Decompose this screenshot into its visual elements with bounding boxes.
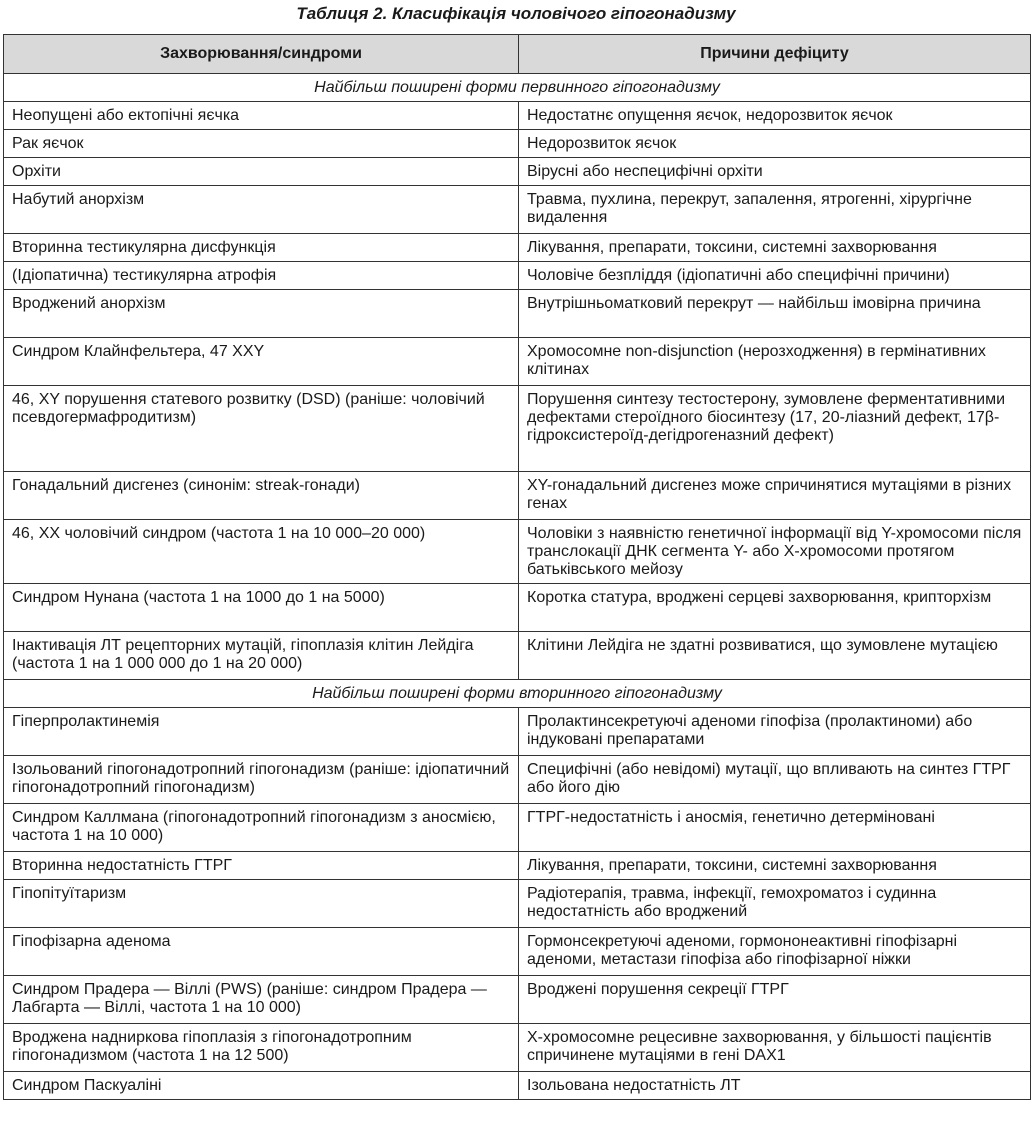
disease-cell: (Ідіопатична) тестикулярна атрофія — [4, 262, 519, 290]
section-title: Найбільш поширені форми первинного гіпогонадизму — [4, 74, 1031, 102]
disease-cell: Синдром Нунана (частота 1 на 1000 до 1 на 5000) — [4, 584, 519, 632]
disease-cell: Синдром Каллмана (гіпогонадотропний гіпогонадизм з аносмією, частота 1 на 10 000) — [4, 804, 519, 852]
disease-cell: Набутий анорхізм — [4, 186, 519, 234]
table-row — [4, 928, 1031, 976]
section-row-secondary — [4, 680, 1031, 708]
header-causes: Причини дефіциту — [519, 35, 1031, 74]
cause-cell: Хромосомне non-disjunction (нерозходження) в гермінативних клітинах — [519, 338, 1031, 386]
cause-cell: Пролактинсекретуючі аденоми гіпофіза (пролактиноми) або індуковані препаратами — [519, 708, 1031, 756]
table-row — [4, 584, 1031, 632]
disease-cell: Синдром Клайнфельтера, 47 XXY — [4, 338, 519, 386]
cause-cell: Лікування, препарати, токсини, системні захворювання — [519, 234, 1031, 262]
disease-cell: Орхіти — [4, 158, 519, 186]
disease-cell: Вроджений анорхізм — [4, 290, 519, 338]
disease-cell: Інактивація ЛТ рецепторних мутацій, гіпоплазія клітин Лейдіга (частота 1 на 1 000 000 до 1 на 20 000) — [4, 632, 519, 680]
cause-cell: Внутрішньоматковий перекрут — найбільш імовірна причина — [519, 290, 1031, 338]
table-row — [4, 130, 1031, 158]
cause-cell: Недостатнє опущення яєчок, недорозвиток яєчок — [519, 102, 1031, 130]
disease-cell: Вторинна недостатність ГТРГ — [4, 852, 519, 880]
disease-cell: Гіпопітуїтаризм — [4, 880, 519, 928]
cause-cell: Травма, пухлина, перекрут, запалення, ятрогенні, хірургічне видалення — [519, 186, 1031, 234]
cause-cell: Коротка статура, вроджені серцеві захворювання, крипторхізм — [519, 584, 1031, 632]
table-row — [4, 632, 1031, 680]
disease-cell: Синдром Паскуаліні — [4, 1072, 519, 1100]
disease-cell: Гіперпролактинемія — [4, 708, 519, 756]
table-caption: Таблиця 2. Класифікація чоловічого гіпогонадизму — [296, 4, 736, 23]
table-row — [4, 262, 1031, 290]
table-row — [4, 158, 1031, 186]
table-body — [4, 74, 1031, 1100]
disease-cell: Ізольований гіпогонадотропний гіпогонадизм (раніше: ідіопатичний гіпогонадотропний гіпогонадизм) — [4, 756, 519, 804]
table-row — [4, 234, 1031, 262]
table-row — [4, 472, 1031, 520]
disease-cell: Гонадальний дисгенез (синонім: streak-гонади) — [4, 472, 519, 520]
cause-cell: Ізольована недостатність ЛТ — [519, 1072, 1031, 1100]
disease-cell: Синдром Прадера — Віллі (PWS) (раніше: синдром Прадера — Лабгарта — Віллі, частота 1 на 10 000) — [4, 976, 519, 1024]
table-row — [4, 1024, 1031, 1072]
cause-cell: Гормонсекретуючі аденоми, гормононеактивні гіпофізарні аденоми, метастази гіпофіза або гіпофізарної ніжки — [519, 928, 1031, 976]
table-row — [4, 338, 1031, 386]
table-row — [4, 852, 1031, 880]
table-row — [4, 1072, 1031, 1100]
cause-cell: Х-хромосомне рецесивне захворювання, у більшості пацієнтів спричинене мутаціями в гені DAX1 — [519, 1024, 1031, 1072]
classification-table — [3, 34, 1031, 1100]
table-row — [4, 976, 1031, 1024]
cause-cell: Вірусні або неспецифічні орхіти — [519, 158, 1031, 186]
cause-cell: Чоловіки з наявністю генетичної інформації від Y-хромосоми після транслокації ДНК сегмента Y- або Х-хромосоми протягом батьківського мейозу — [519, 520, 1031, 584]
cause-cell: Клітини Лейдіга не здатні розвиватися, що зумовлене мутацією — [519, 632, 1031, 680]
cause-cell: ГТРГ-недостатність і аносмія, генетично детерміновані — [519, 804, 1031, 852]
disease-cell: Неопущені або ектопічні яєчка — [4, 102, 519, 130]
disease-cell: 46, XY порушення статевого розвитку (DSD) (раніше: чоловічий псевдогермафродитизм) — [4, 386, 519, 472]
section-row-primary — [4, 74, 1031, 102]
disease-cell: Вторинна тестикулярна дисфункція — [4, 234, 519, 262]
cause-cell: Вроджені порушення секреції ГТРГ — [519, 976, 1031, 1024]
table-row — [4, 102, 1031, 130]
table-row — [4, 708, 1031, 756]
disease-cell: 46, XX чоловічий синдром (частота 1 на 10 000–20 000) — [4, 520, 519, 584]
cause-cell: Лікування, препарати, токсини, системні захворювання — [519, 852, 1031, 880]
table-row — [4, 186, 1031, 234]
table-header — [4, 35, 1031, 74]
section-title: Найбільш поширені форми вторинного гіпогонадизму — [4, 680, 1031, 708]
table-row — [4, 520, 1031, 584]
table-row — [4, 804, 1031, 852]
cause-cell: Порушення синтезу тестостерону, зумовлене ферментативними дефектами стероїдного біосинтезу (17, 20-ліазний дефект, 17β-гідроксистероїд-дегідрогеназний дефект) — [519, 386, 1031, 472]
cause-cell: Недорозвиток яєчок — [519, 130, 1031, 158]
cause-cell: XY-гонадальний дисгенез може спричинятися мутаціями в різних генах — [519, 472, 1031, 520]
disease-cell: Вроджена надниркова гіпоплазія з гіпогонадотропним гіпогонадизмом (частота 1 на 12 500) — [4, 1024, 519, 1072]
cause-cell: Радіотерапія, травма, інфекції, гемохроматоз і судинна недостатність або вроджений — [519, 880, 1031, 928]
cause-cell: Чоловіче безпліддя (ідіопатичні або специфічні причини) — [519, 262, 1031, 290]
header-diseases: Захворювання/синдроми — [4, 35, 519, 74]
header-row — [4, 35, 1031, 74]
disease-cell: Рак яєчок — [4, 130, 519, 158]
table-row — [4, 290, 1031, 338]
disease-cell: Гіпофізарна аденома — [4, 928, 519, 976]
table-row — [4, 756, 1031, 804]
cause-cell: Специфічні (або невідомі) мутації, що впливають на синтез ГТРГ або його дію — [519, 756, 1031, 804]
table-row — [4, 386, 1031, 472]
table-row — [4, 880, 1031, 928]
